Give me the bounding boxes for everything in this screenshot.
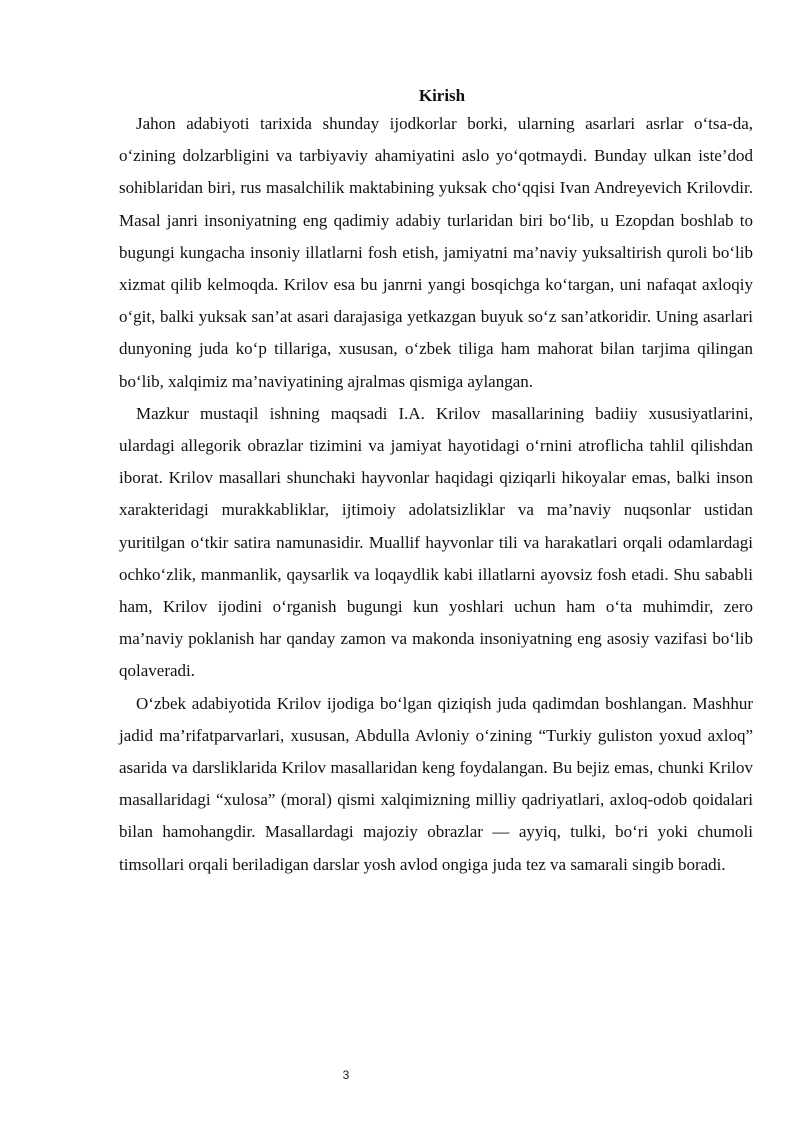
page-number: 3 [342,1068,350,1082]
paragraph-uzbek-literature: O‘zbek adabiyotida Krilov ijodiga bo‘lgan qiziqish juda qadimdan boshlangan. Mashhur jadid ma’rifatparvarlari, xususan, Abdulla Avloniy o‘zining “Turkiy guliston yoxud axloq” asarida va darsliklarida Krilov masallaridan keng foydalangan. Bu bejiz emas, chunki Krilov masallaridagi “xulosa” (moral) qismi xalqimizning milliy qadriyatlari, axloq-odob qoidalari bilan hamohangdir. Masallardagi majoziy obrazlar — ayyiq, tulki, bo‘ri yoki chumoli timsollari orqali beriladigan darslar yosh avlod ongiga juda tez va samarali singib boradi. [119,693,753,874]
section-title: Kirish [418,86,466,105]
document-body [119,84,753,881]
paragraph-intro: Jahon adabiyoti tarixida shunday ijodkorlar borki, ularning asarlari asrlar o‘tsa-da, o‘zining dolzarbligini va tarbiyaviy ahamiyatini aslo yo‘qotmaydi. Bunday ulkan iste’dod sohiblaridan biri, rus masalchilik maktabining yuksak cho‘qqisi Ivan Andreyevich Krilovdir. Masal janri insoniyatning eng qadimiy adabiy turlaridan biri bo‘lib, u Ezopdan boshlab to bugungi kungacha insoniy illatlarni fosh etish, jamiyatni ma’naviy yuksaltirish quroli bo‘lib xizmat qilib kelmoqda. Krilov esa bu janrni yangi bosqichga ko‘targan, uni nafaqat axloqiy o‘git, balki yuksak san’at asari darajasiga yetkazgan buyuk so‘z san’atkoridir. Uning asarlari dunyoning juda ko‘p tillariga, xususan, o‘zbek tiliga ham mahorat bilan tarjima qilingan bo‘lib, xalqimiz ma’naviyatining ajralmas qismiga aylangan. [119,114,753,391]
paragraph-purpose: Mazkur mustaqil ishning maqsadi I.A. Krilov masallarining badiiy xususiyatlarini, ulardagi allegorik obrazlar tizimini va jamiyat hayotidagi o‘rnini atroflicha tahlil qilishdan iborat. Krilov masallari shunchaki hayvonlar haqidagi qiziqarli hikoyalar emas, balki inson xarakteridagi murakkabliklar, ijtimoiy adolatsizliklar va ma’naviy nuqsonlar ustidan yuritilgan o‘tkir satira namunasidir. Muallif hayvonlar tili va harakatlari orqali odamlardagi ochko‘zlik, manmanlik, qaysarlik va loqaydlik kabi illatlarni ayovsiz fosh etadi. Shu sababli ham, Krilov ijodini o‘rganish bugungi kun yoshlari uchun ham o‘ta muhimdir, zero ma’naviy poklanish har qanday zamon va makonda insoniyatning eng asosiy vazifasi bo‘lib qolaveradi. [119,403,753,681]
